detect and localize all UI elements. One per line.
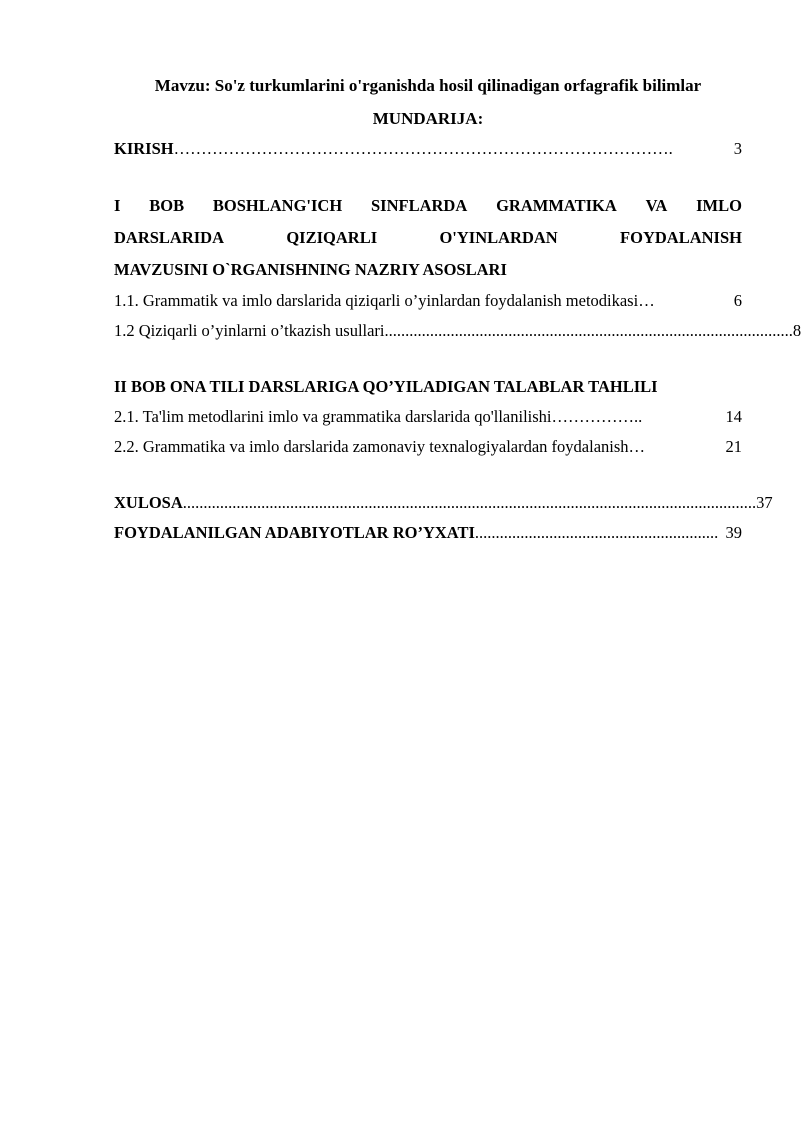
toc-leader-dots: ................................................................................................... [384, 321, 793, 340]
toc-entry-label: KIRISH [114, 139, 174, 158]
chapter-word: FOYDALANISH [620, 228, 742, 247]
toc-entry-label: 1.1. Grammatik va imlo darslarida qiziqarli o’yinlardan foydalanish metodikasi [114, 291, 639, 310]
toc-leader-dots: … [638, 291, 655, 310]
chapter-word: O'YINLARDAN [439, 228, 558, 247]
toc-entry-conclusion[interactable] [114, 488, 773, 518]
toc-page-number: 3 [733, 139, 742, 158]
toc-entry-intro[interactable] [114, 134, 742, 164]
toc-entry-label: 2.1. Ta'lim metodlarini imlo va grammatika darslarida qo'llanilishi [114, 407, 552, 426]
chapter-word: GRAMMATIKA [496, 196, 617, 215]
toc-entry-section-1-2[interactable] [114, 316, 801, 346]
toc-leader-dots: …………….. [551, 407, 643, 426]
chapter-word: BOSHLANG'ICH [212, 196, 343, 215]
toc-leader-dots: ........................................................... [474, 523, 719, 542]
chapter-word: BOB [149, 196, 185, 215]
toc-page-number: 14 [725, 407, 742, 426]
toc-entry-label: XULOSA [114, 493, 183, 512]
toc-page-number: 39 [725, 523, 742, 542]
toc-entry-section-1-1[interactable] [114, 286, 742, 316]
toc-leader-dots: … [628, 437, 646, 456]
toc-page-number: 37 [756, 493, 773, 512]
chapter-word: IMLO [696, 196, 742, 215]
chapter-word: QIZIQARLI [286, 228, 378, 247]
chapter-word: DARSLARIDA [114, 228, 225, 247]
chapter-word: VA [645, 196, 668, 215]
toc-page-number: 8 [792, 321, 801, 340]
chapter-word: SINFLARDA [371, 196, 468, 215]
toc-entry-label: 1.2 Qiziqarli o’yinlarni o’tkazish usullari [114, 321, 385, 340]
chapter-2-title-text: II BOB ONA TILI DARSLARIGA QO’YILADIGAN TALABLAR TAHLILI [114, 377, 658, 396]
toc-chapter-2-title[interactable] [114, 372, 742, 402]
toc-chapter-1-title[interactable] [114, 190, 742, 286]
chapter-1-line-1 [114, 190, 742, 222]
document-topic: Mavzu: So'z turkumlarini o'rganishda hosil qilinadigan orfagrafik bilimlar [154, 76, 702, 95]
toc-leader-dots: ………………………………………………………………………………. [173, 139, 673, 158]
toc-page-number: 21 [725, 437, 742, 456]
chapter-word: I [114, 196, 121, 215]
toc-entry-section-2-1[interactable] [114, 402, 742, 432]
contents-heading: MUNDARIJA: [372, 109, 484, 128]
chapter-1-line-2 [114, 222, 742, 254]
toc-entry-references[interactable] [114, 518, 742, 548]
document-page [114, 72, 801, 548]
toc-leader-dots: ........................................................................................................................................... [182, 493, 757, 512]
chapter-1-line-3: MAVZUSINI O`RGANISHNING NAZRIY ASOSLARI [114, 260, 507, 279]
toc-entry-label: 2.2. Grammatika va imlo darslarida zamonaviy texnalogiyalardan foydalanish [114, 437, 629, 456]
toc-page-number: 6 [733, 291, 742, 310]
toc-entry-label: FOYDALANILGAN ADABIYOTLAR RO’YXATI [114, 523, 475, 542]
toc-entry-section-2-2[interactable] [114, 432, 742, 462]
